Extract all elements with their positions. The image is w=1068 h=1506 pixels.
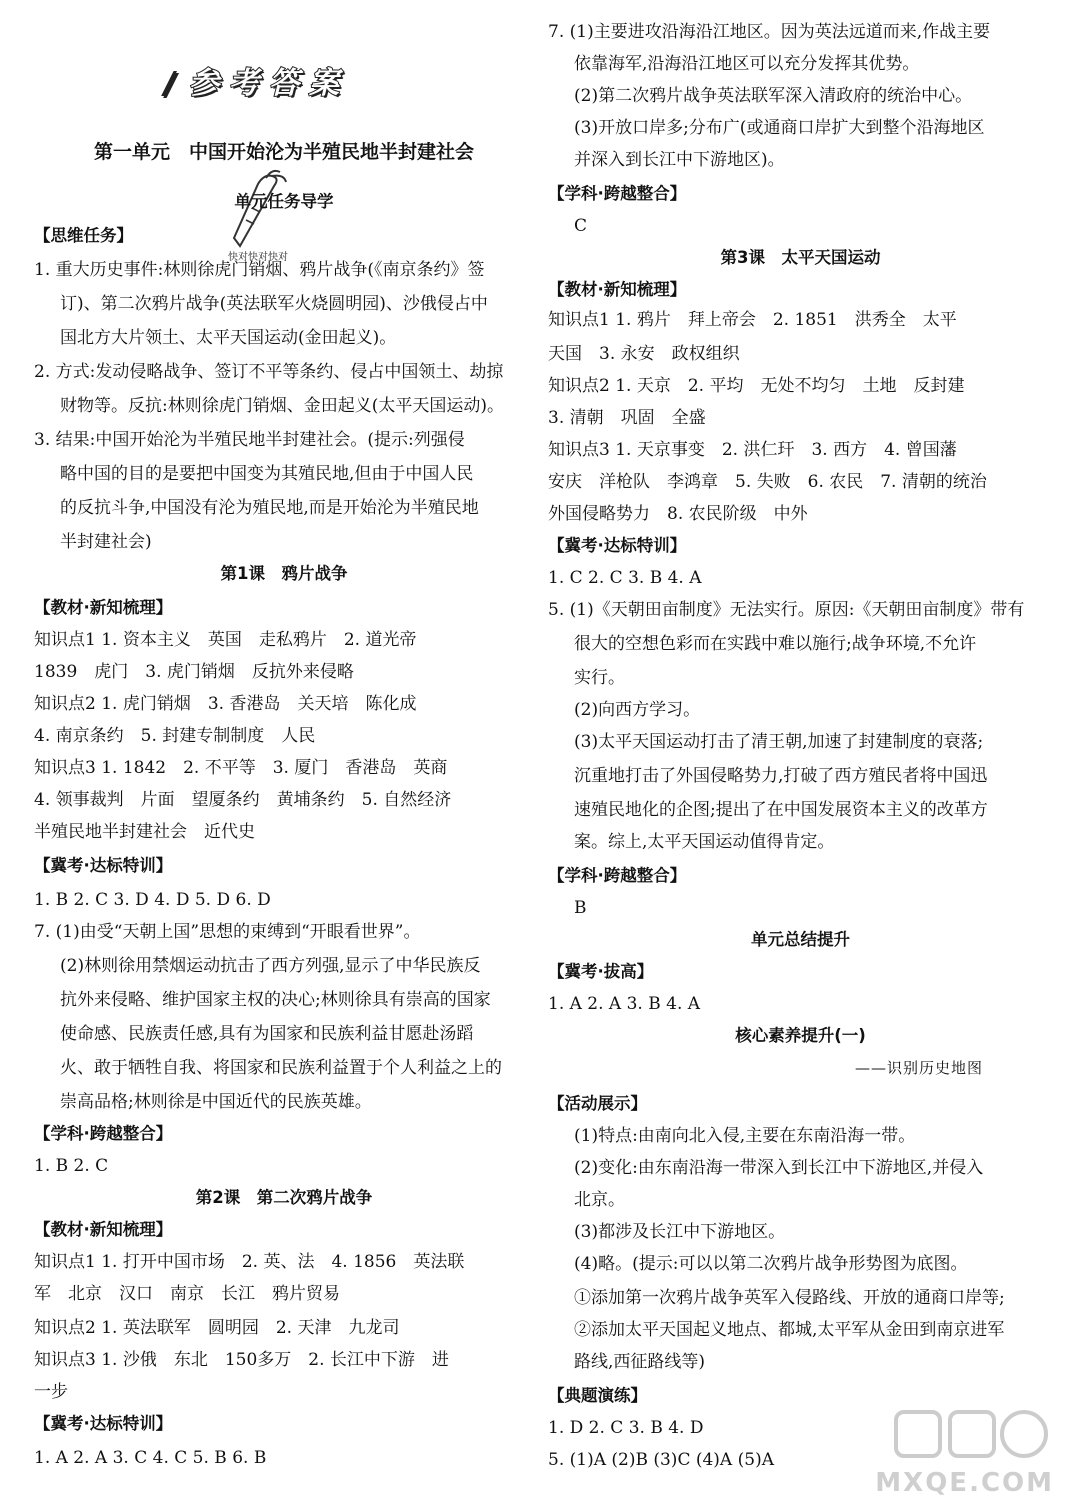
right-column-line: ①添加第一次鸦片战争英军入侵路线、开放的通商口岸等; <box>574 1288 1005 1308</box>
right-column-line: 5. (1)《天朝田亩制度》无法实行。原因:《天朝田亩制度》带有 <box>548 600 1025 620</box>
right-column-line: 5. (1)A (2)B (3)C (4)A (5)A <box>548 1450 774 1470</box>
left-column-line: 1. A 2. A 3. C 4. C 5. B 6. B <box>34 1448 267 1468</box>
left-column-line: 【思维任务】 <box>34 226 133 245</box>
right-column-line: 沉重地打击了外国侵略势力,打破了西方殖民者将中国迅 <box>574 766 988 786</box>
left-column-line: 知识点3 1. 1842 2. 不平等 3. 厦门 香港岛 英商 <box>34 758 448 778</box>
right-column-line: 核心素养提升(一) <box>735 1026 866 1045</box>
left-column-line: 1839 虎门 3. 虎门销烟 反抗外来侵略 <box>34 662 354 682</box>
left-column-line: 4. 领事裁判 片面 望厦条约 黄埔条约 5. 自然经济 <box>34 790 452 810</box>
left-column-line: 第一单元 中国开始沦为半殖民地半封建社会 <box>93 141 474 163</box>
right-column-line: (4)略。(提示:可以以第二次鸦片战争形势图为底图。 <box>574 1254 968 1274</box>
right-column-line: 并深入到长江中下游地区)。 <box>574 150 785 170</box>
left-column-line: 1. B 2. C 3. D 4. D 5. D 6. D <box>34 890 271 910</box>
left-column-line: 知识点1 1. 打开中国市场 2. 英、法 4. 1856 英法联 <box>34 1252 465 1272</box>
left-column-line: 7. (1)由受“天朝上国”思想的束缚到“开眼看世界”。 <box>34 922 421 942</box>
left-column-line: 火、敢于牺牲自我、将国家和民族利益置于个人利益之上的 <box>60 1058 502 1078</box>
left-column-line: 【学科·跨越整合】 <box>34 1124 173 1143</box>
right-column-line: 3. 清朝 巩固 全盛 <box>548 408 706 428</box>
right-column-line: 【活动展示】 <box>548 1094 647 1113</box>
left-column-line: 2. 方式:发动侵略战争、签订不平等条约、侵占中国领土、劫掠 <box>34 362 504 382</box>
left-column-line: 崇高品格;林则徐是中国近代的民族英雄。 <box>60 1092 372 1112</box>
right-column-line: 安庆 洋枪队 李鸿章 5. 失败 6. 农民 7. 清朝的统治 <box>548 472 987 492</box>
left-column-line: 4. 南京条约 5. 封建专制制度 人民 <box>34 726 316 746</box>
left-column-line: 军 北京 汉口 南京 长江 鸦片贸易 <box>34 1284 340 1304</box>
right-column-line: (3)太平天国运动打击了清王朝,加速了封建制度的衰落; <box>574 732 984 752</box>
right-column-line: 【学科·跨越整合】 <box>548 184 687 203</box>
left-column-line: 1. B 2. C <box>34 1156 109 1176</box>
left-column-line: 的反抗斗争,中国没有沦为殖民地,而是开始沦为半殖民地 <box>60 498 479 518</box>
left-column-line: 半封建社会) <box>60 532 152 552</box>
right-column-line: 依靠海军,沿海沿江地区可以充分发挥其优势。 <box>574 54 920 74</box>
right-column-line: 1. D 2. C 3. B 4. D <box>548 1418 704 1438</box>
right-column-line: 知识点1 1. 鸦片 拜上帝会 2. 1851 洪秀全 太平 <box>548 310 957 330</box>
left-column-line: 财物等。反抗:林则徐虎门销烟、金田起义(太平天国运动)。 <box>60 396 504 416</box>
right-column-line: (3)都涉及长江中下游地区。 <box>574 1222 786 1242</box>
left-column-line: 略中国的目的是要把中国变为其殖民地,但由于中国人民 <box>60 464 474 484</box>
right-column-line: (2)变化:由东南沿海一带深入到长江中下游地区,并侵入 <box>574 1158 984 1178</box>
right-column-line: 天国 3. 永安 政权组织 <box>548 344 740 364</box>
right-column-line: ②添加太平天国起义地点、都城,太平军从金田到南京进军 <box>574 1320 1005 1340</box>
left-column-line: 订)、第二次鸦片战争(英法联军火烧圆明园)、沙俄侵占中 <box>60 294 488 314</box>
right-column-line: 7. (1)主要进攻沿海沿江地区。因为英法远道而来,作战主要 <box>548 22 991 42</box>
left-column-line: 【冀考·达标特训】 <box>34 1414 173 1433</box>
right-column-line: 第3课 太平天国运动 <box>720 248 881 267</box>
left-column-line: 国北方大片领土、太平天国运动(金田起义)。 <box>60 328 397 348</box>
left-column-line: 知识点1 1. 资本主义 英国 走私鸦片 2. 道光帝 <box>34 630 417 650</box>
right-column-line: 知识点3 1. 天京事变 2. 洪仁玕 3. 西方 4. 曾国藩 <box>548 440 957 460</box>
left-column-line: 知识点2 1. 虎门销烟 3. 香港岛 关天培 陈化成 <box>34 694 417 714</box>
right-column-line: 知识点2 1. 天京 2. 平均 无处不均匀 土地 反封建 <box>548 376 965 396</box>
stamp-caption: 快对快对快对 <box>228 252 288 263</box>
right-column-line: (1)特点:由南向北入侵,主要在东南沿海一带。 <box>574 1126 916 1146</box>
left-column-line: 第1课 鸦片战争 <box>220 564 348 583</box>
right-column-line: 1. C 2. C 3. B 4. A <box>548 568 702 588</box>
right-column-line: 北京。 <box>574 1190 625 1210</box>
left-column-line: 【冀考·达标特训】 <box>34 856 173 875</box>
right-column-line: 1. A 2. A 3. B 4. A <box>548 994 701 1014</box>
right-column-line: 【典题演练】 <box>548 1386 647 1405</box>
left-column-line: 知识点3 1. 沙俄 东北 150多万 2. 长江中下游 进 <box>34 1350 449 1370</box>
left-column-line: 知识点2 1. 英法联军 圆明园 2. 天津 九龙司 <box>34 1318 400 1338</box>
watermark-text: MXQE.COM <box>875 1468 1054 1498</box>
right-column-line: (2)第二次鸦片战争英法联军深入清政府的统治中心。 <box>574 86 973 106</box>
right-column-line: 实行。 <box>574 668 625 688</box>
left-column-line: 3. 结果:中国开始沦为半殖民地半封建社会。(提示:列强侵 <box>34 430 465 450</box>
right-column-line: 【冀考·达标特训】 <box>548 536 687 555</box>
right-column-line: 外国侵略势力 8. 农民阶级 中外 <box>548 504 808 524</box>
left-column-line: 抗外来侵略、维护国家主权的决心;林则徐具有崇高的国家 <box>60 990 491 1010</box>
right-column-line: C <box>574 216 588 236</box>
right-column-line: B <box>574 898 587 918</box>
left-column-line: 第2课 第二次鸦片战争 <box>195 1188 373 1207</box>
right-column-line: 【冀考·拔高】 <box>548 962 654 981</box>
right-column-line: ——识别历史地图 <box>854 1059 983 1077</box>
left-column-line: 使命感、民族责任感,具有为国家和民族利益甘愿赴汤蹈 <box>60 1024 474 1044</box>
right-column-line: 【教材·新知梳理】 <box>548 280 687 299</box>
left-column-line: 1. 重大历史事件:林则徐虎门销烟、鸦片战争(《南京条约》签 <box>34 260 485 280</box>
right-column-line: 案。综上,太平天国运动值得肯定。 <box>574 832 835 852</box>
right-column-line: 单元总结提升 <box>751 930 850 949</box>
right-column-line: (2)向西方学习。 <box>574 700 701 720</box>
left-column-line: 单元任务导学 <box>234 192 334 211</box>
right-column-line: 很大的空想色彩而在实践中难以施行;战争环境,不允许 <box>574 634 977 654</box>
right-column-line: 速殖民地化的企图;提出了在中国发展资本主义的改革方 <box>574 800 988 820</box>
answer-key-title: / 参考答案 <box>164 66 349 101</box>
right-column-line: 【学科·跨越整合】 <box>548 866 687 885</box>
left-column-line: (2)林则徐用禁烟运动抗击了西方列强,显示了中华民族反 <box>60 956 481 976</box>
left-column-line: 半殖民地半封建社会 近代史 <box>34 822 255 842</box>
right-column-line: (3)开放口岸多;分布广(或通商口岸扩大到整个沿海地区 <box>574 118 985 138</box>
left-column-line: 【教材·新知梳理】 <box>34 598 173 617</box>
left-column-line: 一步 <box>34 1382 68 1402</box>
left-column-line: 【教材·新知梳理】 <box>34 1220 173 1239</box>
right-column-line: 路线,西征路线等) <box>574 1352 706 1372</box>
